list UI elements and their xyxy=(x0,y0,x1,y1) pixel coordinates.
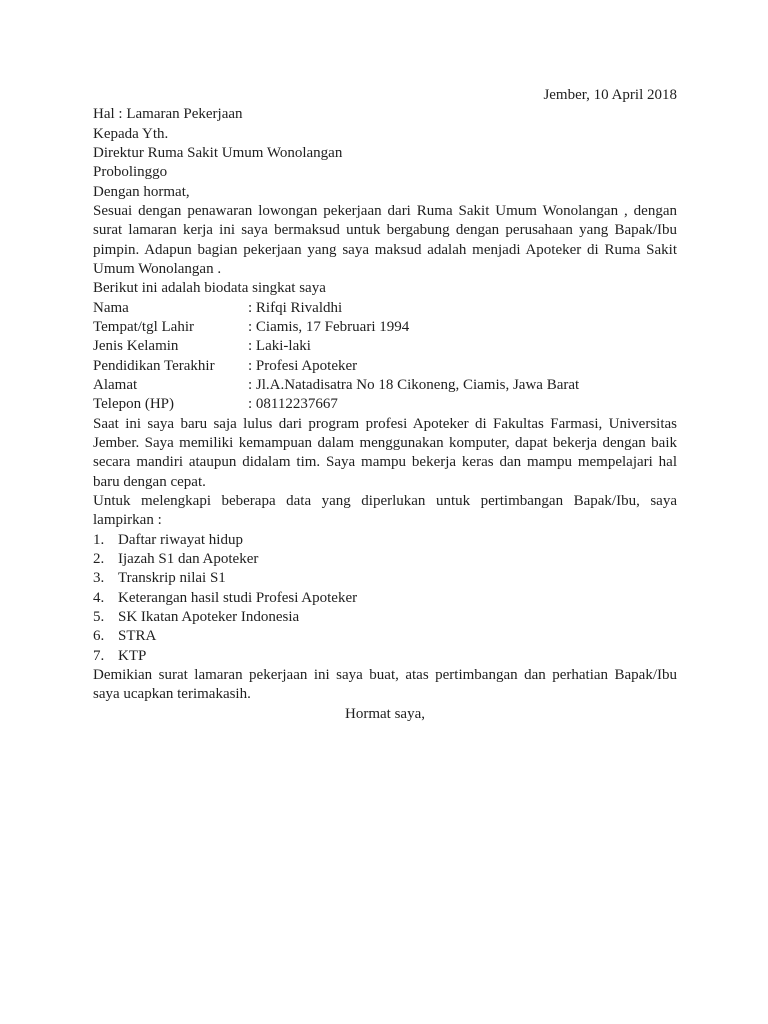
biodata-value: : Jl.A.Natadisatra No 18 Cikoneng, Ciamis, Jawa Barat xyxy=(248,376,580,393)
attachment-text: Transkrip nilai S1 xyxy=(118,570,226,587)
recipient-line: Kepada Yth. xyxy=(93,125,169,142)
attachment-item xyxy=(93,608,677,627)
biodata-value: : Ciamis, 17 Februari 1994 xyxy=(248,318,410,335)
biodata-row xyxy=(93,357,677,376)
subject-line: Hal : Lamaran Pekerjaan xyxy=(93,106,243,123)
attachment-number: 3. xyxy=(93,570,105,587)
attachment-number: 1. xyxy=(93,531,105,548)
attachment-text: KTP xyxy=(118,647,147,664)
date-line: Jember, 10 April 2018 xyxy=(543,87,677,103)
biodata-row xyxy=(93,395,677,414)
letter-content xyxy=(93,86,677,724)
salutation: Dengan hormat, xyxy=(93,183,190,200)
qualification-paragraph: Saat ini saya baru saja lulus dari program profesi Apoteker di Fakultas Farmasi, Universitas Jember. Saya memiliki kemampuan dalam menggunakan komputer, dapat bekerja dengan baik secara mandiri ataupun didalam tim. Saya mampu bekerja keras dan mampu mempelajari hal baru dengan cepat. xyxy=(93,415,677,490)
recipient-block xyxy=(93,125,677,183)
closing-paragraph: Demikian surat lamaran pekerjaan ini saya buat, atas pertimbangan dan perhatian Bapak/Ibu saya ucapkan terimakasih. xyxy=(93,666,677,703)
biodata-row xyxy=(93,376,677,395)
biodata-value: : Profesi Apoteker xyxy=(248,357,358,374)
biodata-label: Jenis Kelamin xyxy=(93,338,179,355)
biodata-label: Pendidikan Terakhir xyxy=(93,357,215,374)
biodata-label: Alamat xyxy=(93,376,138,393)
opening-paragraph: Sesuai dengan penawaran lowongan pekerjaan dari Ruma Sakit Umum Wonolangan , dengan surat lamaran kerja ini saya bermaksud untuk bergabung dengan perusahaan yang Bapak/Ibu pimpin. Adapun bagian pekerjaan yang saya maksud adalah menjadi Apoteker di Ruma Sakit Umum Wonolangan . xyxy=(93,202,677,277)
attachment-item xyxy=(93,569,677,588)
recipient-line: Direktur Ruma Sakit Umum Wonolangan xyxy=(93,144,343,161)
attachment-text: STRA xyxy=(118,628,157,645)
biodata-value: : 08112237667 xyxy=(248,396,338,413)
attachment-number: 2. xyxy=(93,550,105,567)
attachment-item xyxy=(93,589,677,608)
attachment-number: 6. xyxy=(93,628,105,645)
attachment-item xyxy=(93,627,677,646)
biodata-label: Telepon (HP) xyxy=(93,396,175,413)
attachment-number: 4. xyxy=(93,589,105,606)
biodata-value: : Rifqi Rivaldhi xyxy=(248,299,343,316)
biodata-intro: Berikut ini adalah biodata singkat saya xyxy=(93,280,326,297)
attachment-number: 7. xyxy=(93,647,105,664)
attachment-item xyxy=(93,531,677,550)
recipient-line: Probolinggo xyxy=(93,164,168,181)
signoff: Hormat saya, xyxy=(345,705,425,722)
attachment-text: Daftar riwayat hidup xyxy=(118,531,243,548)
biodata-value: : Laki-laki xyxy=(248,338,311,355)
biodata-label: Tempat/tgl Lahir xyxy=(93,318,195,335)
attachment-item xyxy=(93,647,677,666)
biodata-label: Nama xyxy=(93,299,129,316)
biodata-row xyxy=(93,318,677,337)
attachment-item xyxy=(93,550,677,569)
biodata-row xyxy=(93,337,677,356)
biodata-row xyxy=(93,299,677,318)
attachment-number: 5. xyxy=(93,608,105,625)
attachments-intro: Untuk melengkapi beberapa data yang diperlukan untuk pertimbangan Bapak/Ibu, saya lampirkan : xyxy=(93,492,677,529)
attachments-list xyxy=(93,531,677,666)
attachment-text: Ijazah S1 dan Apoteker xyxy=(118,550,259,567)
attachment-text: Keterangan hasil studi Profesi Apoteker xyxy=(118,589,358,606)
attachment-text: SK Ikatan Apoteker Indonesia xyxy=(118,608,300,625)
biodata-block xyxy=(93,299,677,415)
